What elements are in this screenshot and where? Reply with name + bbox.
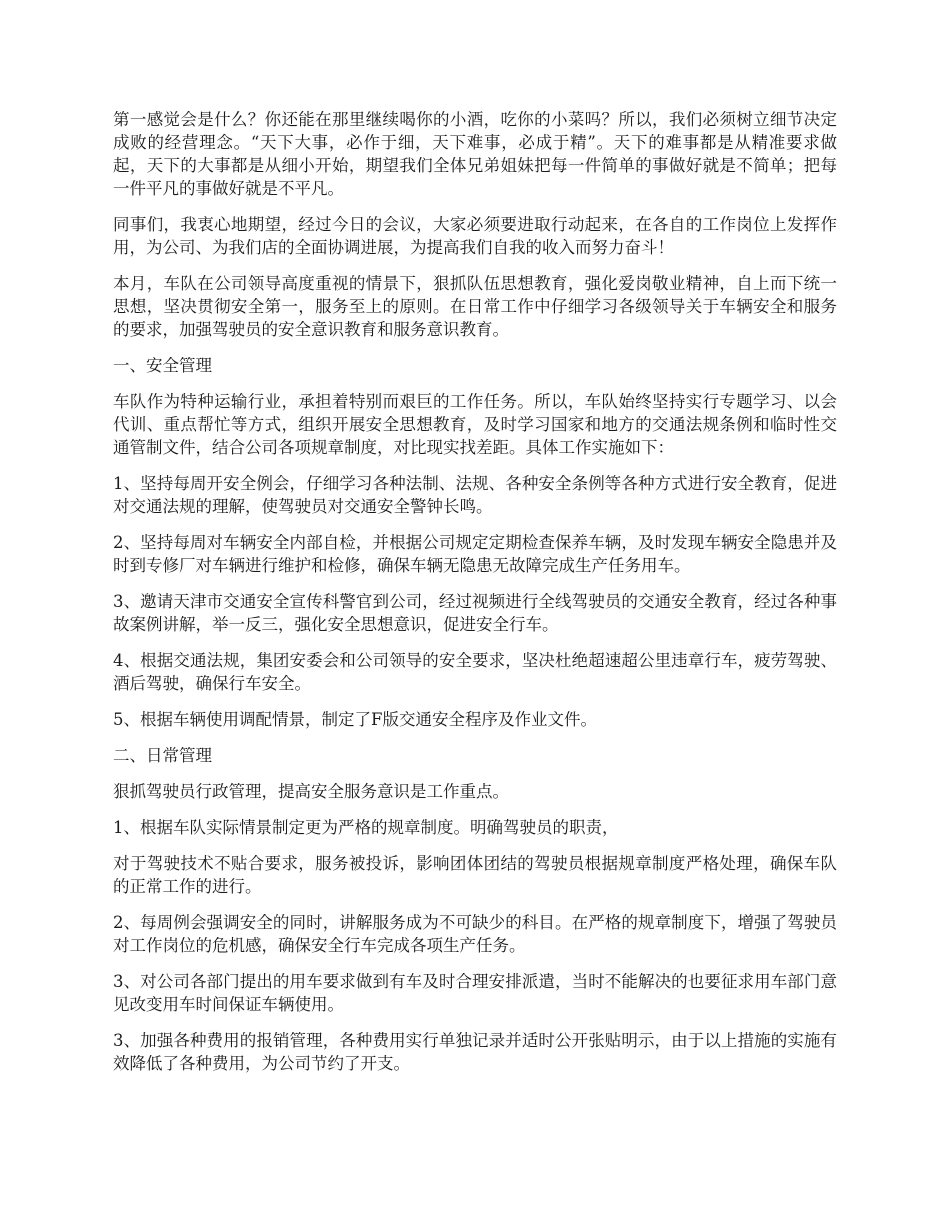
paragraph-colleagues-appeal: 同事们，我衷心地期望，经过今日的会议，大家必须要进取行动起来，在各自的工作岗位上发挥作用，为公司、为我们店的全面协调进展，为提高我们自我的收入而努力奋斗！	[113, 215, 837, 257]
list-item-daily-3b: 3、加强各种费用的报销管理，各种费用实行单独记录并适时公开张贴明示，由于以上措施的实施有效降低了各种费用，为公司节约了开支。	[113, 1031, 837, 1073]
section-heading-safety: 一、安全管理	[113, 356, 212, 375]
list-item-safety-2: 2、坚持每周对车辆安全内部自检，并根据公司规定定期检查保养车辆，及时发现车辆安全隐患并及时到专修厂对车辆进行维护和检修，确保车辆无隐患无故障完成生产任务用车。	[113, 533, 837, 575]
paragraph-daily-1-continued: 对于驾驶技术不贴合要求，服务被投诉，影响团体团结的驾驶员根据规章制度严格处理，确保车队的正常工作的进行。	[113, 854, 837, 896]
paragraph-daily-overview: 狠抓驾驶员行政管理，提高安全服务意识是工作重点。	[113, 782, 509, 801]
paragraph-safety-overview: 车队作为特种运输行业，承担着特别而艰巨的工作任务。所以，车队始终坚持实行专题学习、以会代训、重点帮忙等方式，组织开展安全思想教育，及时学习国家和地方的交通法规条例和临时性交通管制文件，结合公司各项规章制度，对比现实找差距。具体工作实施如下：	[113, 392, 837, 457]
paragraph-intro-continuation: 第一感觉会是什么？你还能在那里继续喝你的小酒，吃你的小菜吗？所以，我们必须树立细节决定成败的经营理念。“天下大事，必作于细，天下难事，必成于精”。天下的难事都是从精准要求做起，天下的大事都是从细小开始，期望我们全体兄弟姐妹把每一件简单的事做好就是不简单；把每一件平凡的事做好就是不平凡。	[113, 110, 837, 198]
paragraph-monthly-summary: 本月，车队在公司领导高度重视的情景下，狠抓队伍思想教育，强化爱岗敬业精神，自上而下统一思想，坚决贯彻安全第一，服务至上的原则。在日常工作中仔细学习各级领导关于车辆安全和服务的要求，加强驾驶员的安全意识教育和服务意识教育。	[113, 274, 837, 339]
list-item-safety-4: 4、根据交通法规，集团安委会和公司领导的安全要求，坚决杜绝超速超公里违章行车，疲劳驾驶、酒后驾驶，确保行车安全。	[113, 651, 837, 693]
list-item-daily-3a: 3、对公司各部门提出的用车要求做到有车及时合理安排派遣，当时不能解决的也要征求用车部门意见改变用车时间保证车辆使用。	[113, 972, 837, 1014]
list-item-daily-1: 1、根据车队实际情景制定更为严格的规章制度。明确驾驶员的职责，	[113, 818, 619, 837]
list-item-daily-2: 2、每周例会强调安全的同时，讲解服务成为不可缺少的科目。在严格的规章制度下，增强了驾驶员对工作岗位的危机感，确保安全行车完成各项生产任务。	[113, 913, 837, 955]
list-item-safety-5: 5、根据车辆使用调配情景，制定了F版交通安全程序及作业文件。	[113, 710, 597, 729]
list-item-safety-3: 3、邀请天津市交通安全宣传科警官到公司，经过视频进行全线驾驶员的交通安全教育，经过各种事故案例讲解，举一反三，强化安全思想意识，促进安全行车。	[113, 592, 837, 634]
list-item-safety-1: 1、坚持每周开安全例会，仔细学习各种法制、法规、各种安全条例等各种方式进行安全教育，促进对交通法规的理解，使驾驶员对交通安全警钟长鸣。	[113, 474, 837, 516]
section-heading-daily-management: 二、日常管理	[113, 746, 212, 765]
document-body	[113, 108, 837, 1088]
